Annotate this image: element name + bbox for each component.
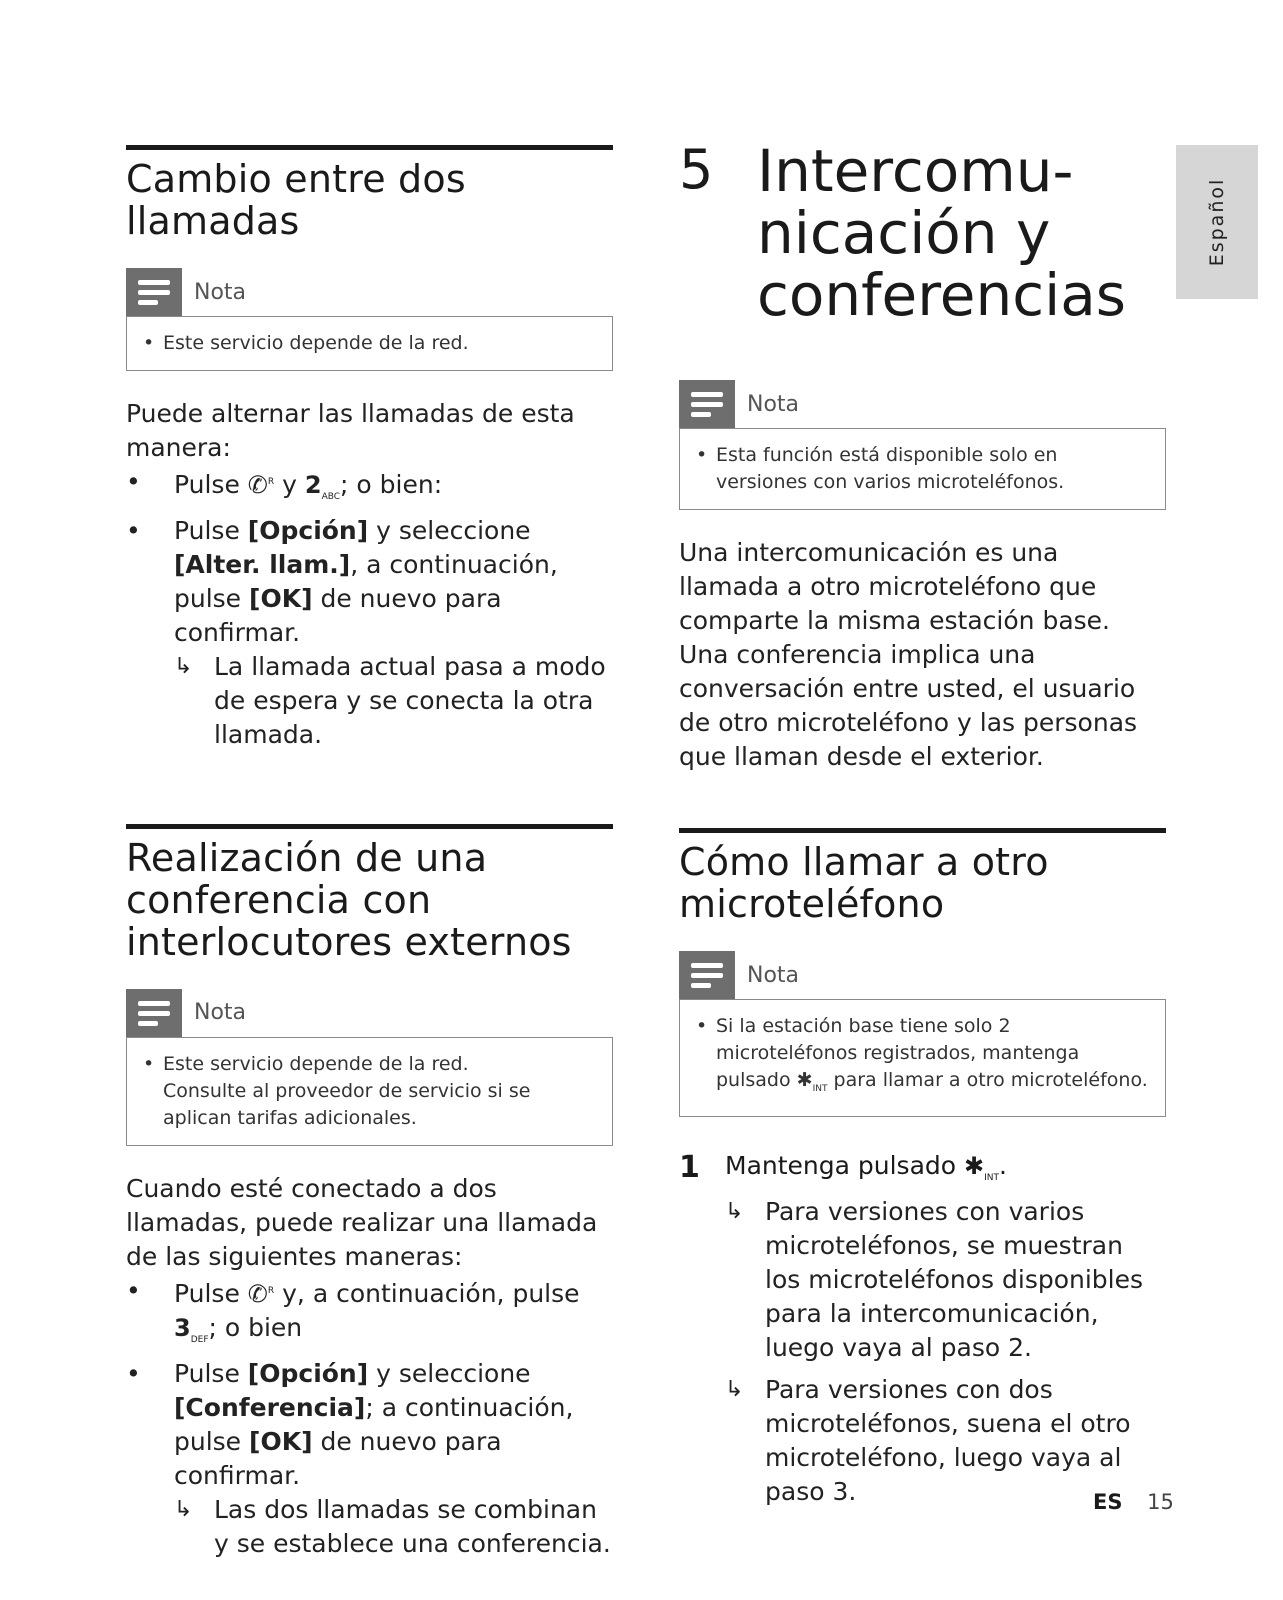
intro-text: Puede alternar las llamadas de esta manera: xyxy=(126,399,575,462)
bullet-item: • Pulse [Opción] y seleccione [Alter. llam.], a continuación, pulse [OK] de nuevo para confirmar. xyxy=(126,515,558,647)
language-side-tab xyxy=(1176,145,1258,299)
bullet-text: y xyxy=(282,470,297,499)
step-text: Mantenga pulsado xyxy=(725,1150,957,1180)
page-number: 15 xyxy=(1147,1490,1174,1514)
page-footer xyxy=(1093,1490,1174,1514)
star-int-key-icon: $✱_{INT}$ xyxy=(964,1151,1000,1183)
bullet-text: , a continuación, pulse xyxy=(174,549,558,613)
star-int-key-icon: $✱_{INT}$ xyxy=(796,1069,828,1094)
note-icon xyxy=(126,268,182,316)
note-text: • Esta función está disponible solo en versiones con varios microteléfonos. xyxy=(694,442,1151,496)
phone-r-key-icon: ✆$^R$ xyxy=(247,471,275,499)
result-item xyxy=(725,1373,1166,1509)
section-switch-calls xyxy=(126,145,613,752)
result-text: Para versiones con dos microteléfonos, suena el otro microteléfono, luego vaya al paso 3. xyxy=(765,1374,1131,1506)
note-text-part: Si la estación base tiene solo 2 microteléfonos registrados, mantenga pulsado xyxy=(716,1015,1080,1091)
note-icon xyxy=(679,380,735,428)
note-text xyxy=(694,1013,1151,1103)
step-item: 1 Mantenga pulsado $✱_{INT}$. ↳ Para versiones con varios microteléfonos, se muestran los microteléfonos disponibles para la intercomunicación, luego vaya al paso 2. ↳ Para versiones con dos microteléfonos, suena el otro microteléfono, luego vaya al paso 3. xyxy=(679,1149,1166,1509)
result-arrow-icon: ↳ xyxy=(174,653,193,679)
note-box xyxy=(679,428,1166,510)
section-rule xyxy=(126,145,613,150)
ok-key-label: [OK] xyxy=(249,1426,313,1456)
right-column xyxy=(679,137,1166,1509)
note-box xyxy=(126,316,613,371)
bullet-text: Pulse xyxy=(174,470,240,499)
note-icon xyxy=(679,951,735,999)
bullet-text: ; o bien xyxy=(208,1312,303,1342)
section-call-handset xyxy=(679,828,1166,1509)
bullet-text: y seleccione xyxy=(376,1358,531,1388)
result-item xyxy=(174,1493,613,1561)
bullet-text: y seleccione xyxy=(376,515,531,545)
bullet-text: ; a continuación, pulse xyxy=(174,1392,574,1456)
chapter-number: 5 xyxy=(679,138,714,201)
note-label: Nota xyxy=(194,279,247,305)
note-label: Nota xyxy=(747,962,800,988)
section-rule xyxy=(126,824,613,829)
bullet-item: • Pulse [Opción] y seleccione [Conferencia]; a continuación, pulse [OK] de nuevo para confirmar. xyxy=(126,1358,574,1490)
bullet-text: Pulse xyxy=(174,515,240,545)
section-title: Cambio entre dos llamadas xyxy=(126,157,466,243)
result-item xyxy=(725,1195,1166,1365)
bullet-item: • Pulse ✆$^R$ y $2_{ABC}$; o bien: xyxy=(126,465,613,514)
chapter-heading xyxy=(679,137,1166,329)
intro-text: Una intercomunicación es una llamada a otro microteléfono que comparte la misma estación base. Una conferencia implica una conversación entre usted, el usuario de otro microteléfono y las personas que llaman desde el exterior. xyxy=(679,538,1138,771)
option-menu-label: [Opción] xyxy=(247,1358,369,1388)
bullet-text: Pulse xyxy=(174,1278,240,1308)
bullet-text: ; o bien: xyxy=(340,470,443,499)
key-2-icon: $2_{ABC}$ xyxy=(304,471,341,502)
bullet-item: • Pulse ✆$^R$ y, a continuación, pulse $3_{DEF}$; o bien xyxy=(126,1274,613,1357)
key-3-icon: $3_{DEF}$ xyxy=(174,1313,209,1345)
conference-menu-label: [Conferencia] xyxy=(174,1392,366,1422)
result-text: La llamada actual pasa a modo de espera y se conecta la otra llamada. xyxy=(214,651,606,749)
note-label: Nota xyxy=(194,1000,247,1026)
side-tab-label: Español xyxy=(1206,177,1228,267)
result-text: Las dos llamadas se combinan y se establece una conferencia. xyxy=(214,1494,611,1558)
ok-key-label: [OK] xyxy=(249,583,313,613)
note-box xyxy=(679,999,1166,1117)
result-arrow-icon: ↳ xyxy=(725,1376,744,1402)
bullet-text: Pulse xyxy=(174,1358,240,1388)
intro-text: Cuando esté conectado a dos llamadas, puede realizar una llamada de las siguientes maneras: xyxy=(126,1173,598,1271)
note-box xyxy=(126,1037,613,1146)
result-arrow-icon: ↳ xyxy=(725,1198,744,1224)
note-text-part: para llamar a otro microteléfono. xyxy=(833,1069,1148,1091)
alter-llam-menu-label: [Alter. llam.] xyxy=(174,549,351,579)
bullet-text: de nuevo para confirmar. xyxy=(174,583,502,647)
left-column xyxy=(126,145,613,1561)
result-text: Para versiones con varios microteléfonos, se muestran los microteléfonos disponibles para la intercomunicación, luego vaya al paso 2. xyxy=(765,1196,1144,1362)
note xyxy=(126,268,613,371)
note xyxy=(126,989,613,1146)
note-text: • Este servicio depende de la red. Consulte al proveedor de servicio si se aplican tarifas adicionales. xyxy=(141,1051,598,1132)
section-title: Cómo llamar a otro microteléfono xyxy=(679,840,1049,926)
step-number: 1 xyxy=(679,1149,700,1185)
note-label: Nota xyxy=(747,391,800,417)
note-text: • Este servicio depende de la red. xyxy=(141,330,598,357)
result-item xyxy=(174,650,613,752)
footer-language: ES xyxy=(1093,1490,1123,1514)
result-arrow-icon: ↳ xyxy=(174,1496,193,1522)
note-icon xyxy=(126,989,182,1037)
note xyxy=(679,951,1166,1117)
bullet-text: y, a continuación, pulse xyxy=(282,1278,580,1308)
phone-r-key-icon: ✆$^R$ xyxy=(247,1279,275,1308)
steps xyxy=(679,1149,1166,1509)
note xyxy=(679,380,1166,510)
section-conference xyxy=(126,824,613,1561)
section-title: Realización de una conferencia con interlocutores externos xyxy=(126,835,572,964)
section-rule xyxy=(679,828,1166,833)
chapter-title: Intercomu-nicación y conferencias xyxy=(757,137,1127,329)
bullet-text: de nuevo para confirmar. xyxy=(174,1426,502,1490)
option-menu-label: [Opción] xyxy=(247,515,369,545)
